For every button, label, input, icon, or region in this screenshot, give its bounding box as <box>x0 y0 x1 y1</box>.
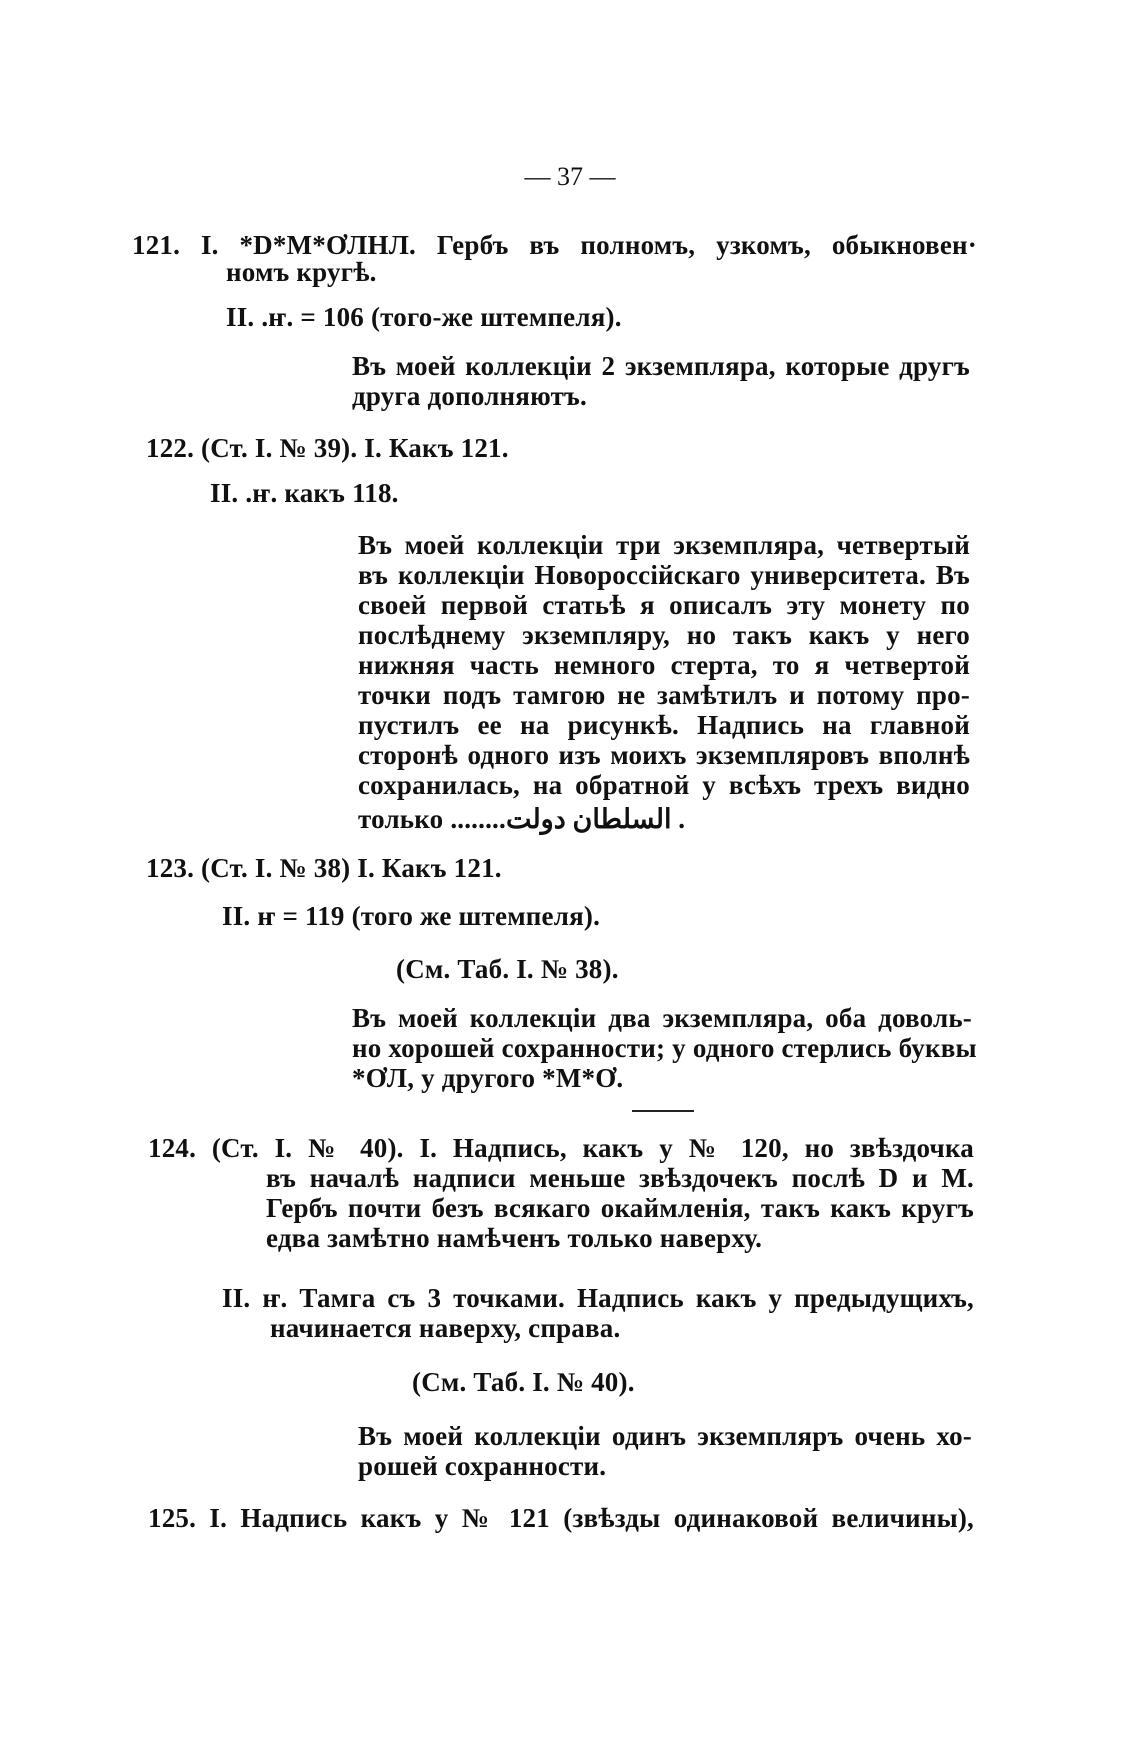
entry-121-note-line-1: Въ моей коллекціи 2 экземпляра, которые другъ <box>352 351 970 381</box>
entry-122-note-last: только ........السلطان دولت . <box>358 804 685 834</box>
entry-124-line-1: 124. (Ст. I. № 40). I. Надпись, какъ у № 120, но звѣздочка <box>148 1133 974 1163</box>
entry-122-note-line-6: точки подъ тамгою не замѣтилъ и потому про- <box>358 680 970 710</box>
entry-124-note-line-2: рошей сохранности. <box>358 1451 607 1481</box>
entry-124-reverse-line-1: II. ҥ. Тамга съ 3 точками. Надпись какъ у предыдущихъ, <box>222 1283 974 1313</box>
entry-122-note-line-5: нижняя часть немного стерта, то я четвертой <box>358 650 970 680</box>
page-number: — 37 — <box>524 162 616 191</box>
entry-124-plate-ref: (См. Таб. I. № 40). <box>412 1367 635 1397</box>
entry-122-reverse: II. .ҥ. какъ 118. <box>210 478 399 508</box>
entry-122-line-1: 122. (Ст. I. № 39). I. Какъ 121. <box>146 433 509 463</box>
entry-124-line-4: едва замѣтно намѣченъ только наверху. <box>266 1223 763 1253</box>
section-divider <box>632 1110 694 1112</box>
entry-122-note-line-4: послѣднему экземпляру, но такъ какъ у него <box>358 620 970 650</box>
entry-122-note-line-3: своей первой статьѣ я описалъ эту монету по <box>358 590 970 620</box>
entry-121-line-1: 121. I. *D*M*ƠЛΗЛ. Гербъ въ полномъ, узкомъ, обыкновен· <box>132 230 977 260</box>
entry-123-note-line-3: *ƠЛ, у другого *M*Ơ. <box>352 1063 624 1093</box>
entry-122-note-line-9: сохранилась, на обратной у всѣхъ трехъ видно <box>358 770 970 800</box>
entry-121-reverse: II. .ҥ. = 106 (того-же штемпеля). <box>226 302 622 332</box>
entry-122-note-line-7: пустилъ ее на рисункѣ. Надпись на главной <box>358 710 970 740</box>
entry-122-note-line-2: въ коллекціи Новороссійскаго университета. Въ <box>358 560 970 590</box>
entry-123-line-1: 123. (Ст. I. № 38) I. Какъ 121. <box>146 853 502 883</box>
entry-124-line-2: въ началѣ надписи меньше звѣздочекъ послѣ D и M. <box>266 1163 974 1193</box>
entry-125-line-1: 125. I. Надпись какъ у № 121 (звѣзды одинаковой величины), <box>148 1503 974 1533</box>
entry-124-line-3: Гербъ почти безъ всякаго окаймленія, такъ какъ кругъ <box>266 1193 974 1223</box>
entry-121-note-line-2: друга дополняютъ. <box>352 381 587 411</box>
entry-121-line-2: номъ кругѣ. <box>226 257 377 287</box>
entry-123-note-line-2: но хорошей сохранности; у одного стерлись буквы <box>352 1033 977 1063</box>
entry-123-note-line-1: Въ моей коллекціи два экземпляра, оба доволь- <box>352 1003 972 1033</box>
entry-124-note-line-1: Въ моей коллекціи одинъ экземпляръ очень хо- <box>358 1421 972 1451</box>
entry-124-reverse-line-2: начинается наверху, справа. <box>270 1313 621 1343</box>
entry-123-plate-ref: (См. Таб. I. № 38). <box>396 954 619 984</box>
entry-122-note-line-8: сторонѣ одного изъ моихъ экземпляровъ вполнѣ <box>358 740 970 770</box>
entry-123-reverse: II. ҥ = 119 (того же штемпеля). <box>222 901 601 931</box>
entry-122-note-line-1: Въ моей коллекціи три экземпляра, четвертый <box>358 530 970 560</box>
